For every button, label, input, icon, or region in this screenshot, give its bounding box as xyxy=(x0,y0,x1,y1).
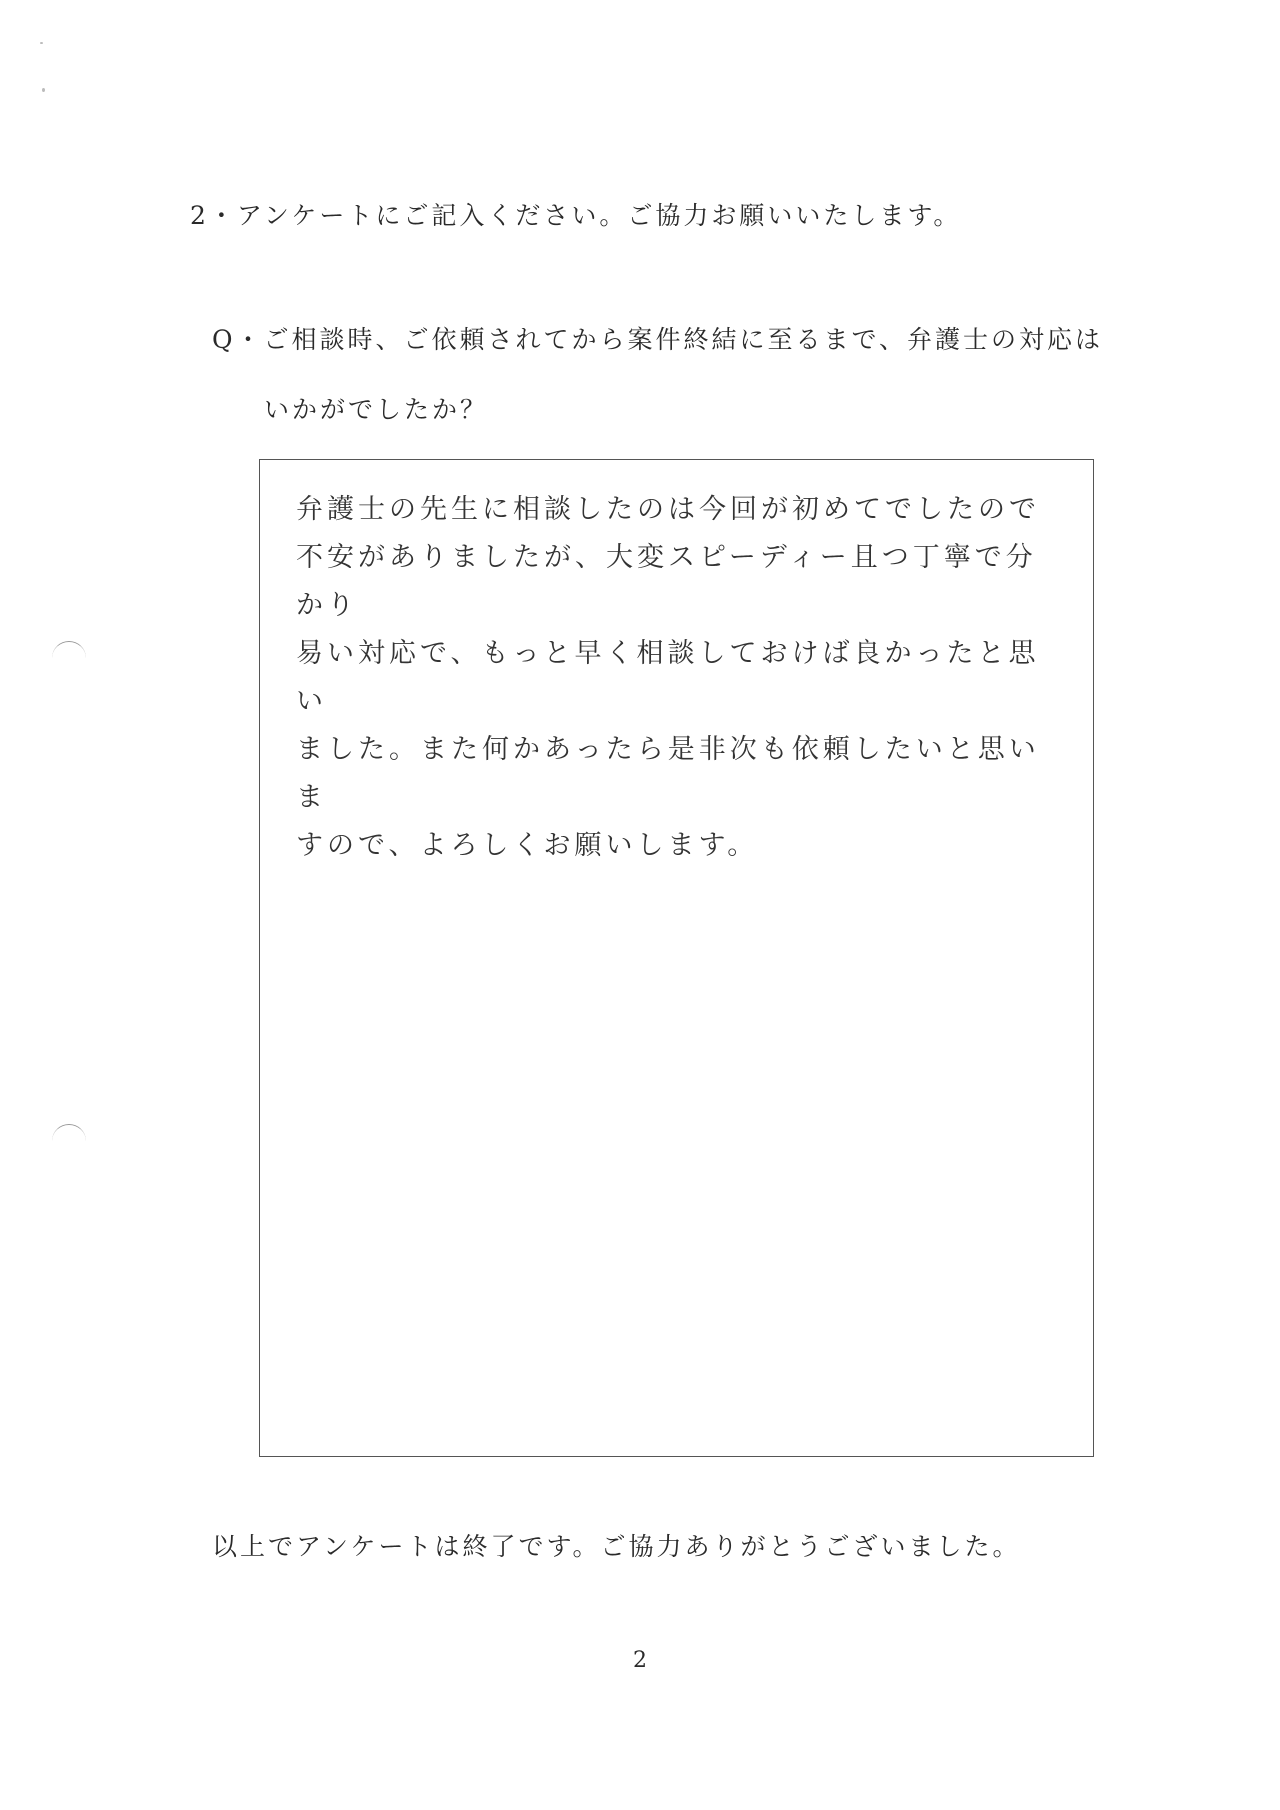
scan-speck xyxy=(40,42,43,44)
page-number: 2 xyxy=(633,1648,647,1673)
answer-line: 不安がありましたが、大変スピーディー且つ丁寧で分かり xyxy=(296,542,1037,621)
punch-hole-mark xyxy=(52,1124,86,1158)
answer-box xyxy=(259,459,1094,1457)
survey-closing: 以上でアンケートは終了です。ご協力ありがとうございました。 xyxy=(212,1532,1021,1561)
scan-speck xyxy=(42,88,45,92)
handwritten-answer xyxy=(296,486,1066,870)
survey-question xyxy=(212,305,1112,445)
answer-line: すので、よろしくお願いします。 xyxy=(296,830,759,861)
answer-line: ました。また何かあったら是非次も依頼したいと思いま xyxy=(296,734,1040,813)
question-line-1: Q・ご相談時、ご依頼されてから案件終結に至るまで、弁護士の対応は xyxy=(212,325,1103,354)
answer-line: 弁護士の先生に相談したのは今回が初めてでしたので xyxy=(296,494,1040,525)
punch-hole-mark xyxy=(52,641,86,675)
question-line-2: いかがでしたか？ xyxy=(264,395,489,424)
answer-line: 易い対応で、もっと早く相談しておけば良かったと思い xyxy=(296,638,1040,717)
survey-instruction: 2・アンケートにご記入ください。ご協力お願いいたします。 xyxy=(190,201,962,230)
